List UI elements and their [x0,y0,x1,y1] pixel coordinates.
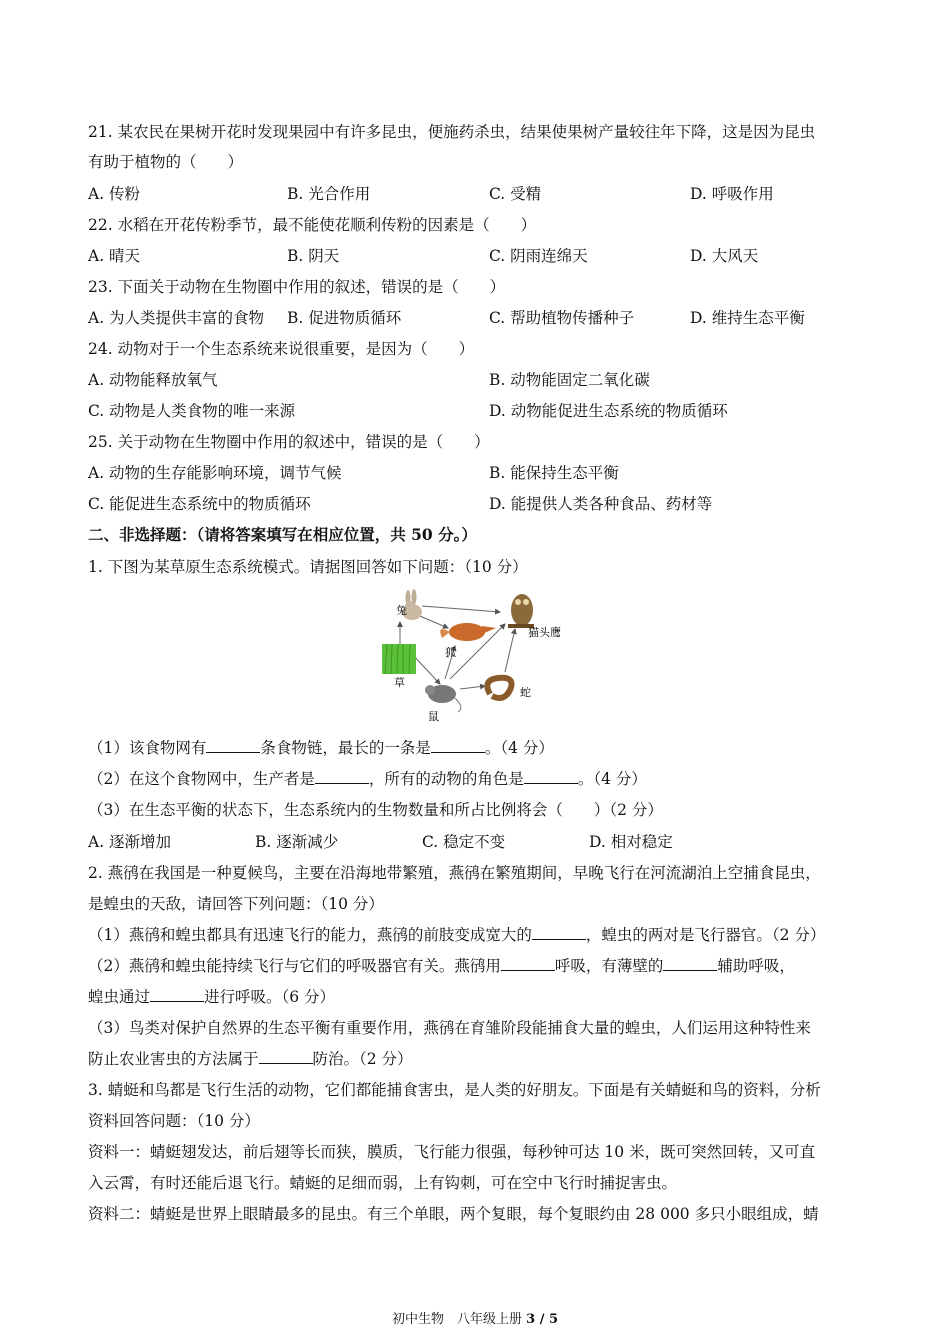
p1-stem: 1. 下图为某草原生态系统模式。请据图回答如下问题：（10 分） [88,558,528,576]
answer-blank[interactable] [524,769,578,784]
q22-option-d: D. 大风天 [690,247,759,265]
snake-icon [487,678,511,698]
label-owl: 猫头鹰 [528,626,561,639]
p2-sub1: （1）燕鸻和蝗虫都具有迅速飞行的能力，燕鸻的前肢变成宽大的 ，蝗虫的两对是飞行器官。（2 分） [88,926,826,944]
page-footer: 初中生物 八年级上册 3 / 5 [391,1312,559,1327]
grass-icon [382,644,416,674]
arrow-grass-mouse [412,654,440,684]
q23-option-c: C. 帮助植物传播种子 [489,309,635,327]
q21-stem-line2: 有助于植物的（ ） [88,153,244,171]
p2-sub2-cont: 蝗虫通过 进行呼吸。（6 分） [88,988,336,1006]
q25-stem: 25. 关于动物在生物圈中作用的叙述中，错误的是（ ） [88,433,490,451]
q21-option-b: B. 光合作用 [287,185,371,203]
label-fox: 狐 [445,646,456,659]
q25-option-b: B. 能保持生态平衡 [489,464,619,482]
p1-option-d: D. 相对稳定 [589,833,673,851]
p2-sub3-cont: 防止农业害虫的方法属于 防治。（2 分） [88,1050,413,1068]
q22-option-b: B. 阴天 [287,247,340,265]
q25-option-c: C. 能促进生态系统中的物质循环 [88,495,311,513]
answer-blank[interactable] [663,956,717,971]
q23-option-b: B. 促进物质循环 [287,309,402,327]
q22-option-a: A. 晴天 [88,247,141,265]
q23-option-a: A. 为人类提供丰富的食物 [88,309,265,327]
p3-line2: 资料回答问题：（10 分） [88,1112,260,1130]
p3-material1-line1: 资料一：蜻蜓翅发达，前后翅等长而狭，膜质，飞行能力很强，每秒钟可达 10 米，既可突然回转，又可直 [88,1143,816,1161]
arrow-snake-owl [505,629,515,672]
q22-option-c: C. 阴雨连绵天 [489,247,588,265]
p2-sub2: （2）燕鸻和蝗虫能持续飞行与它们的呼吸器官有关。燕鸻用 呼吸，有薄壁的 辅助呼吸， [88,957,795,975]
q21-option-d: D. 呼吸作用 [690,185,774,203]
label-grass: 草 [394,676,405,689]
q24-option-a: A. 动物能释放氧气 [88,371,218,389]
mouse-icon [425,685,461,712]
answer-blank[interactable] [532,925,586,940]
q25-option-a: A. 动物的生存能影响环境，调节气候 [88,464,342,482]
arrow-mouse-snake [460,686,485,689]
q24-option-d: D. 动物能促进生态系统的物质循环 [489,402,728,420]
answer-blank[interactable] [259,1049,313,1064]
p1-sub2: （2）在这个食物网中，生产者是 ，所有的动物的角色是 。（4 分） [88,770,647,788]
answer-blank[interactable] [501,956,555,971]
food-web-diagram [370,584,561,724]
q24-option-c: C. 动物是人类食物的唯一来源 [88,402,296,420]
p1-sub1: （1）该食物网有 条食物链，最长的一条是 。（4 分） [88,739,554,757]
answer-blank[interactable] [431,738,485,753]
q24-option-b: B. 动物能固定二氧化碳 [489,371,650,389]
p2-line2: 是蝗虫的天敌，请回答下列问题：（10 分） [88,895,384,913]
p1-sub3: （3）在生态平衡的状态下，生态系统内的生物数量和所占比例将会（ ）（2 分） [88,801,663,819]
answer-blank[interactable] [315,769,369,784]
p2-line1: 2. 燕鸻在我国是一种夏候鸟，主要在沿海地带繁殖，燕鸻在繁殖期间，早晚飞行在河流湖泊上空捕食昆虫， [88,864,821,882]
label-rabbit: 兔 [396,604,407,617]
fox-icon [440,623,496,641]
answer-blank[interactable] [206,738,260,753]
section-2-heading: 二、非选择题：（请将答案填写在相应位置，共 50 分。） [88,525,477,544]
p1-option-a: A. 逐渐增加 [88,833,172,851]
page-number: 3 / 5 [526,1312,559,1327]
label-snake: 蛇 [520,686,531,699]
q23-stem: 23. 下面关于动物在生物圈中作用的叙述，错误的是（ ） [88,278,506,296]
p1-option-c: C. 稳定不变 [422,833,506,851]
q23-option-d: D. 维持生态平衡 [690,309,805,327]
q21-option-c: C. 受精 [489,185,542,203]
owl-icon [508,594,534,628]
answer-blank[interactable] [150,987,204,1002]
p3-material2: 资料二：蜻蜓是世界上眼睛最多的昆虫。有三个单眼，两个复眼，每个复眼约由 28 000 多只小眼组成，蜻 [88,1205,819,1223]
p3-line1: 3. 蜻蜓和鸟都是飞行生活的动物，它们都能捕食害虫，是人类的好朋友。下面是有关蜻蜓和鸟的资料，分析 [88,1081,821,1099]
q24-stem: 24. 动物对于一个生态系统来说很重要，是因为（ ） [88,340,475,358]
q22-stem: 22. 水稻在开花传粉季节，最不能使花顺利传粉的因素是（ ） [88,216,537,234]
p2-sub3: （3）鸟类对保护自然界的生态平衡有重要作用，燕鸻在育雏阶段能捕食大量的蝗虫，人们运用这种特性来 [88,1019,811,1037]
q25-option-d: D. 能提供人类各种食品、药材等 [489,495,713,513]
p1-option-b: B. 逐渐减少 [255,833,339,851]
label-mouse: 鼠 [428,710,439,723]
p3-material1-line2: 入云霄，有时还能后退飞行。蜻蜓的足细而弱，上有钩刺，可在空中飞行时捕捉害虫。 [88,1174,678,1192]
q21-option-a: A. 传粉 [88,185,141,203]
q21-stem-line1: 21. 某农民在果树开花时发现果园中有许多昆虫，便施药杀虫，结果使果树产量较往年下降，这是因为昆虫 [88,123,816,141]
arrow-rabbit-owl [422,606,500,612]
